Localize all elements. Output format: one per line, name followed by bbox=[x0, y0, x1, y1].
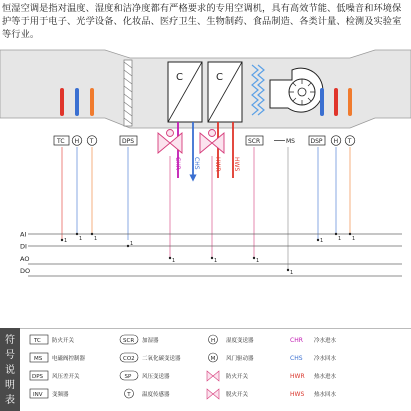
legend-c4-2-sym: HWR bbox=[290, 373, 305, 380]
legend-c1-3-label: 变频器 bbox=[52, 392, 69, 398]
legend-c4-0-sym: CHR bbox=[290, 337, 303, 344]
legend-c2-0-label: 加湿器 bbox=[142, 338, 159, 344]
legend-c2-1-label: 二氧化碳变送器 bbox=[142, 356, 181, 362]
signal-bus bbox=[20, 231, 402, 277]
sensor-t-inlet-label: T bbox=[89, 138, 94, 145]
legend-title-4: 明 bbox=[5, 380, 15, 391]
sensor-ms-label: MS bbox=[286, 138, 295, 145]
cooling-coil-label: C bbox=[176, 72, 183, 83]
marker-5: 1 bbox=[172, 258, 176, 264]
heating-water-pipes bbox=[214, 122, 240, 178]
heating-valve bbox=[200, 130, 224, 154]
sensor-h-outlet bbox=[331, 136, 341, 146]
legend-c3-1-sym: M bbox=[210, 356, 216, 362]
marker-10: 1 bbox=[338, 236, 342, 242]
pipe-hwr-label: HWR bbox=[214, 157, 221, 172]
signal-lines bbox=[62, 147, 350, 270]
legend-title-3: 说 bbox=[5, 365, 15, 376]
legend-c2-0-sym: SCR bbox=[123, 338, 135, 344]
legend-c1-0-sym: TC bbox=[34, 338, 41, 344]
marker-2: 1 bbox=[79, 236, 83, 242]
sensor-h-inlet bbox=[72, 136, 82, 146]
bus-ai-label: AI bbox=[20, 230, 27, 239]
legend-c2-2-label: 风压变送器 bbox=[142, 374, 170, 380]
pipe-chs-label: CHS bbox=[193, 157, 200, 170]
sensor-dsp-label: DSP bbox=[310, 138, 323, 145]
heating-coil bbox=[208, 62, 242, 122]
marker-9: 1 bbox=[320, 238, 324, 244]
marker-4: 1 bbox=[130, 241, 134, 247]
marker-8: 1 bbox=[290, 270, 294, 276]
heating-coil-label: C bbox=[216, 72, 223, 83]
bus-do-label: DO bbox=[20, 267, 31, 275]
legend-title-1: 符 bbox=[5, 335, 15, 346]
marker-3: 1 bbox=[94, 236, 98, 242]
sensor-scr-label: SCR bbox=[248, 138, 261, 145]
legend-c1-2-label: 风压差开关 bbox=[52, 374, 80, 380]
legend-c3-0-label: 湿度变送器 bbox=[226, 338, 254, 344]
sensor-h-inlet-label: H bbox=[74, 138, 80, 145]
sensor-t-outlet bbox=[345, 136, 355, 146]
legend-title-5: 表 bbox=[5, 395, 15, 406]
cooling-coil bbox=[168, 62, 202, 122]
sensor-tc bbox=[54, 136, 69, 145]
legend-c3-2-label: 防火开关 bbox=[226, 374, 249, 380]
sensor-tc-label: TC bbox=[57, 138, 65, 145]
sensor-t-inlet bbox=[87, 136, 97, 146]
legend-c4-1-label: 冷水回水 bbox=[314, 356, 337, 362]
legend-c2-1-sym: CO2 bbox=[123, 356, 135, 362]
legend-c1-2-sym: DPS bbox=[32, 374, 44, 380]
marker-1: 1 bbox=[64, 238, 68, 244]
sensor-t-outlet-label: T bbox=[347, 138, 352, 145]
legend bbox=[0, 328, 411, 411]
legend-c4-3-sym: HWS bbox=[290, 391, 305, 398]
bus-di-label: DI bbox=[20, 242, 27, 251]
pipe-hws-label: HWS bbox=[233, 157, 240, 172]
legend-c3-3-label: 脱火开关 bbox=[226, 392, 249, 398]
legend-c2-2-sym: SP bbox=[124, 374, 132, 380]
legend-c2-3-label: 温度传感器 bbox=[142, 392, 170, 398]
legend-c1-3-sym: INV bbox=[33, 392, 43, 398]
legend-c3-0-sym: H bbox=[211, 338, 216, 344]
legend-c4-1-sym: CHS bbox=[290, 355, 303, 362]
bus-ao-label: AO bbox=[20, 255, 30, 263]
sensor-dps-label: DPS bbox=[122, 138, 135, 145]
sensor-scr bbox=[246, 136, 263, 145]
legend-title-2: 号 bbox=[5, 350, 15, 361]
marker-7: 1 bbox=[256, 258, 260, 264]
filter-element bbox=[124, 60, 132, 126]
legend-c4-3-label: 热水回水 bbox=[314, 392, 337, 398]
sensor-h-outlet-label: H bbox=[333, 138, 339, 145]
legend-c3-1-label: 风门驱动器 bbox=[226, 356, 254, 362]
sensor-dsp bbox=[309, 136, 325, 145]
legend-c2-3-sym: T bbox=[127, 392, 131, 398]
legend-c1-1-label: 电磁阀控制器 bbox=[52, 356, 86, 362]
signal-markers bbox=[61, 233, 355, 276]
sensor-ms bbox=[274, 138, 295, 145]
description-text: 恒湿空调是指对温度、湿度和洁净度都有严格要求的专用空调机，具有高效节能、低噪音和环境保护等于用于电子、光学设备、化妆品、医疗卫生、生物制药、食品制造、各类计量、检测及实验室等行业。 bbox=[2, 3, 402, 40]
legend-c4-2-label: 热水进水 bbox=[314, 374, 337, 380]
legend-c1-1-sym: MS bbox=[34, 356, 43, 362]
legend-c1-0-label: 防火开关 bbox=[52, 338, 75, 344]
pipe-chr-label: CHR bbox=[174, 157, 181, 170]
marker-6: 1 bbox=[214, 258, 218, 264]
marker-11: 1 bbox=[352, 236, 356, 242]
legend-c4-0-label: 冷水进水 bbox=[314, 338, 337, 344]
sensor-dps bbox=[120, 136, 137, 145]
